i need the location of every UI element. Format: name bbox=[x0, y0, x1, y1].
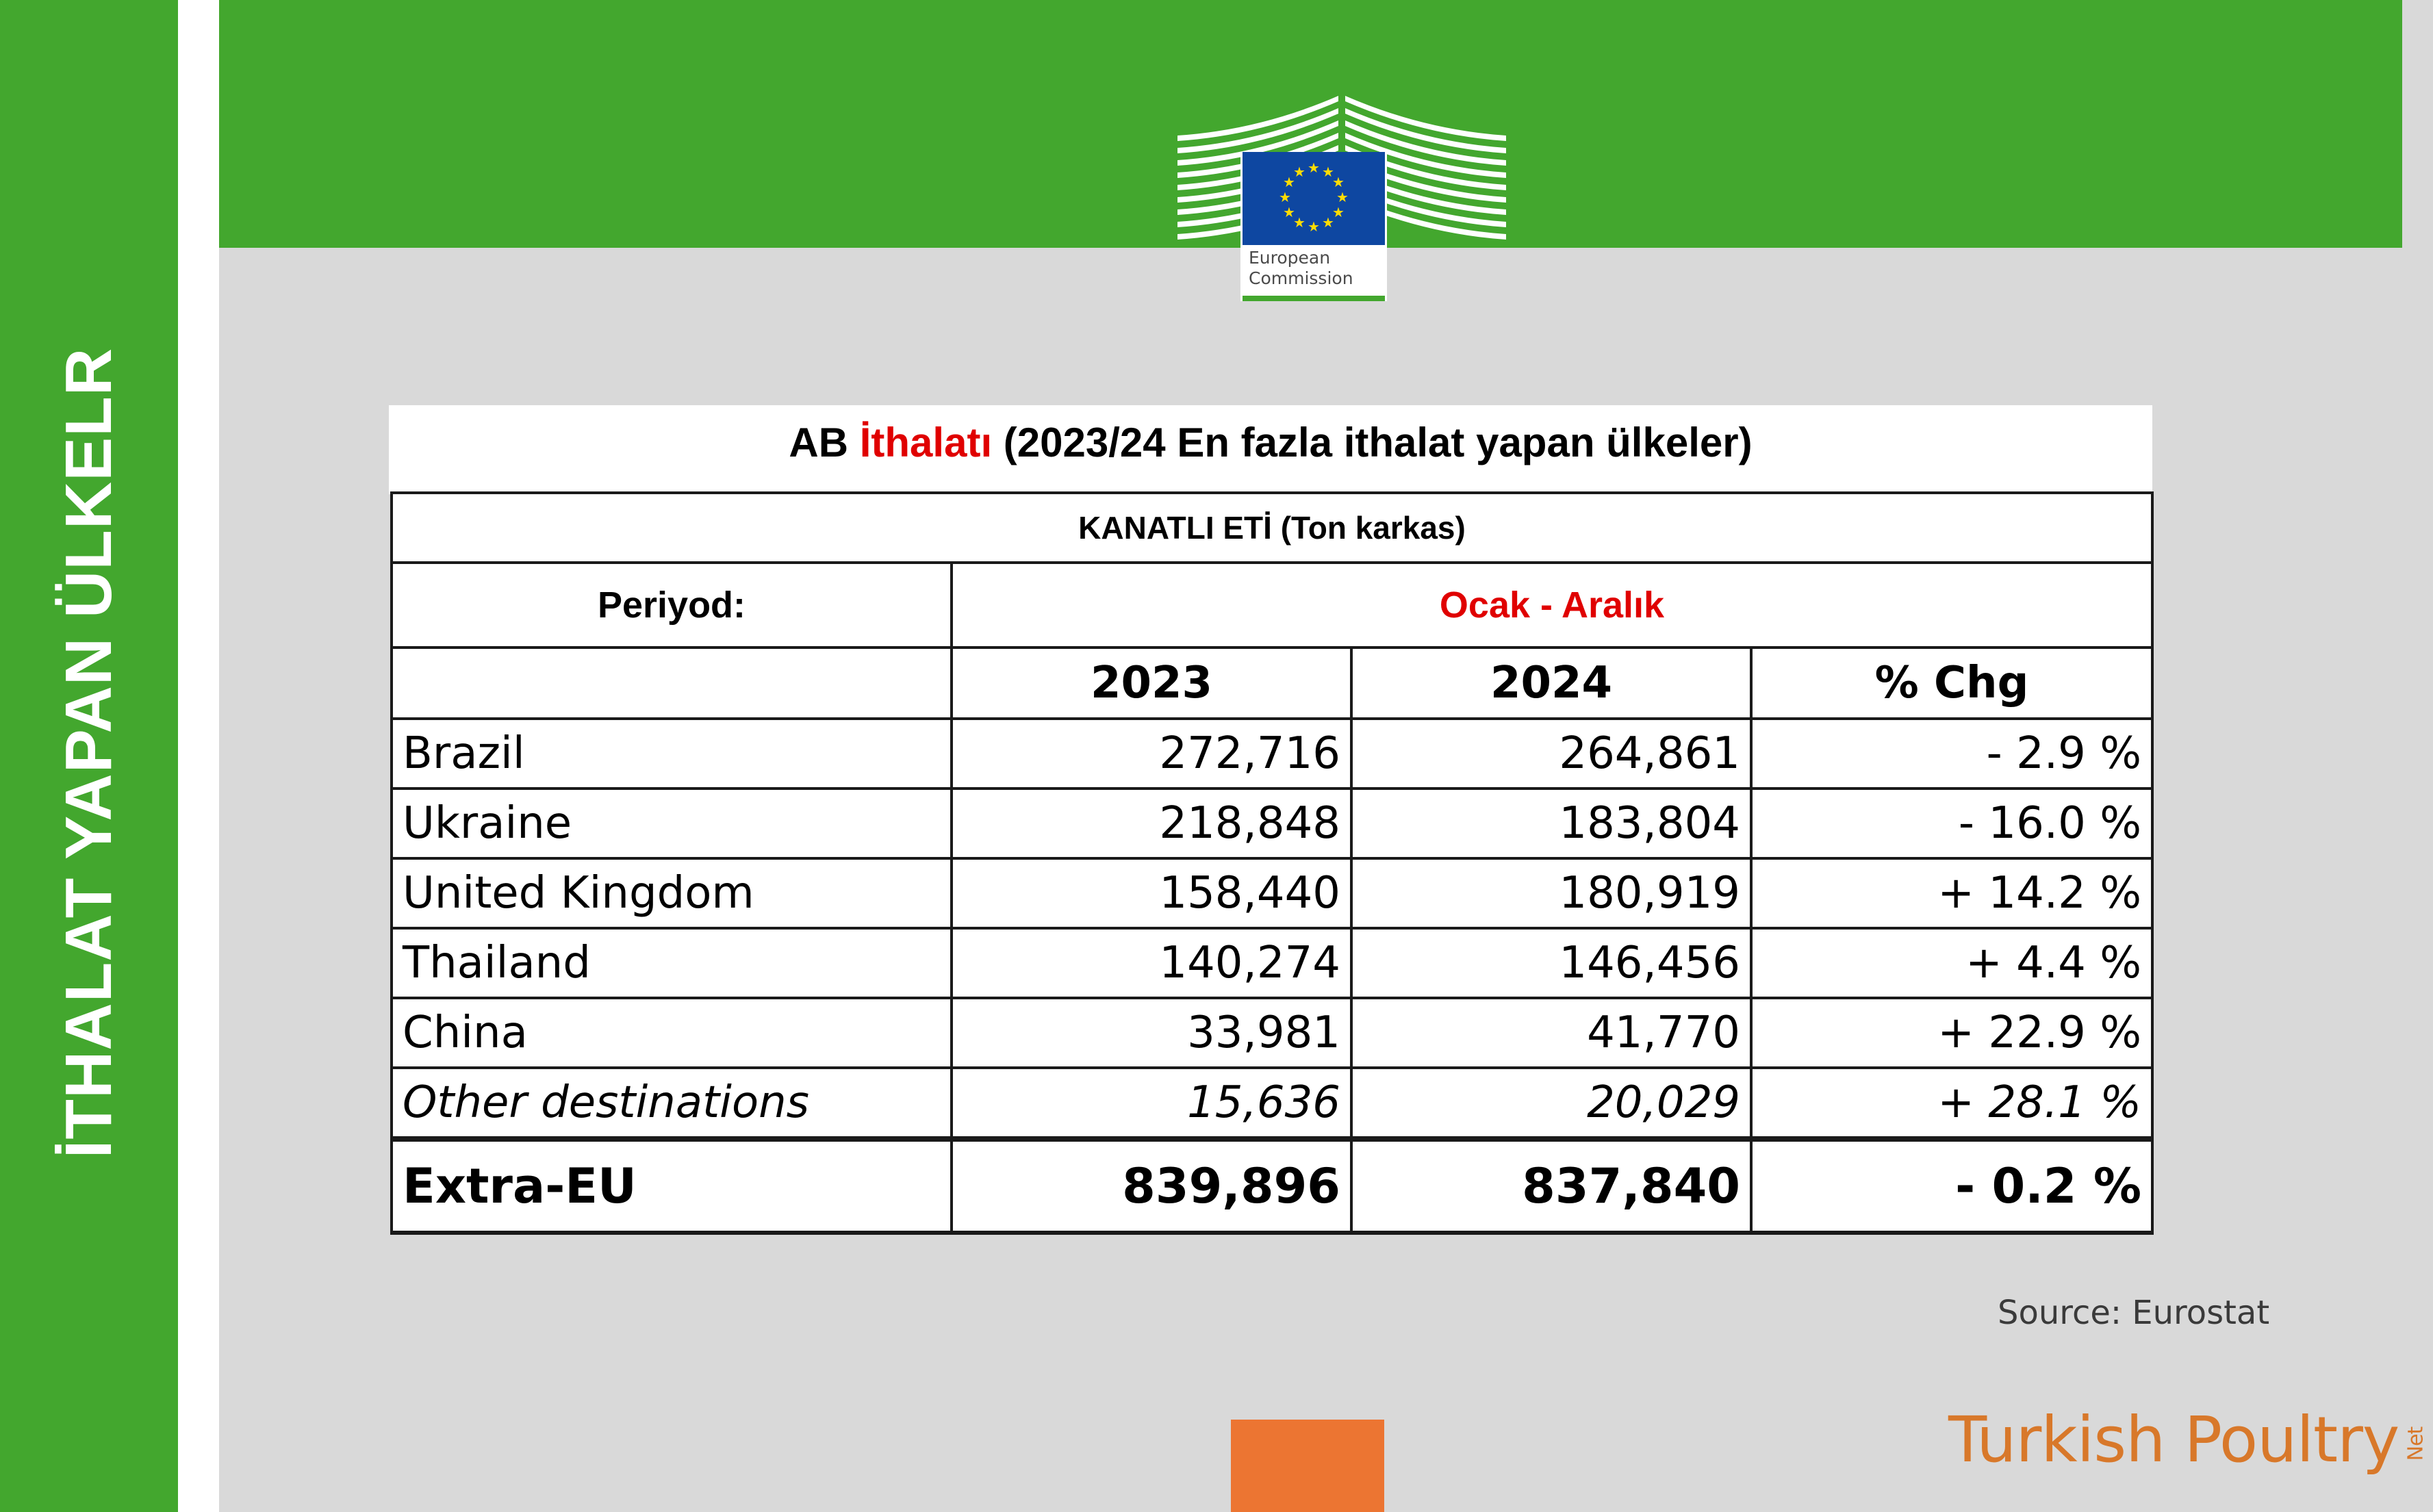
turkish-poultry-logo bbox=[1948, 1403, 2433, 1476]
country-cell: Other destinations bbox=[392, 1068, 952, 1139]
value-2024-cell: 180,919 bbox=[1351, 858, 1751, 928]
change-cell: + 28.1 % bbox=[1751, 1068, 2152, 1139]
svg-text:★: ★ bbox=[1283, 174, 1295, 190]
country-cell: United Kingdom bbox=[392, 858, 952, 928]
imports-table bbox=[390, 491, 2154, 1235]
svg-text:★: ★ bbox=[1308, 159, 1320, 176]
value-2023-cell: 272,716 bbox=[952, 719, 1351, 789]
period-row bbox=[392, 563, 2152, 648]
logo-text-line1: European bbox=[1249, 248, 1331, 268]
table-row bbox=[392, 789, 2152, 858]
import-table-panel bbox=[389, 405, 2152, 1254]
change-cell: - 2.9 % bbox=[1751, 719, 2152, 789]
svg-text:★: ★ bbox=[1336, 189, 1349, 205]
period-label: Periyod: bbox=[392, 563, 952, 648]
column-header-empty bbox=[392, 648, 952, 719]
table-row bbox=[392, 1068, 2152, 1139]
country-cell: Thailand bbox=[392, 928, 952, 998]
change-cell: + 22.9 % bbox=[1751, 998, 2152, 1068]
svg-text:★: ★ bbox=[1322, 164, 1334, 180]
brand-name: Turkish Poultry bbox=[1948, 1403, 2399, 1476]
value-2024-cell: 183,804 bbox=[1351, 789, 1751, 858]
column-header-2024: 2024 bbox=[1351, 648, 1751, 719]
table-row bbox=[392, 858, 2152, 928]
change-cell: + 4.4 % bbox=[1751, 928, 2152, 998]
table-subtitle-row bbox=[392, 493, 2152, 563]
brand-suffix: Net bbox=[2404, 1426, 2428, 1461]
european-commission-logo bbox=[1240, 152, 1387, 301]
title-highlight: İthalatı bbox=[859, 420, 993, 465]
title-suffix: (2023/24 En fazla ithalat yapan ülkeler) bbox=[992, 420, 1753, 465]
table-row bbox=[392, 928, 2152, 998]
svg-text:★: ★ bbox=[1308, 218, 1320, 235]
total-label: Extra-EU bbox=[392, 1139, 952, 1233]
value-2023-cell: 15,636 bbox=[952, 1068, 1351, 1139]
change-cell: - 16.0 % bbox=[1751, 789, 2152, 858]
value-2024-cell: 146,456 bbox=[1351, 928, 1751, 998]
period-value: Ocak - Aralık bbox=[952, 563, 2152, 648]
value-2023-cell: 33,981 bbox=[952, 998, 1351, 1068]
svg-text:★: ★ bbox=[1283, 204, 1295, 220]
panel-header bbox=[389, 405, 2152, 494]
value-2023-cell: 140,274 bbox=[952, 928, 1351, 998]
svg-text:★: ★ bbox=[1322, 214, 1334, 231]
logo-text-line2: Commission bbox=[1249, 268, 1353, 288]
svg-text:★: ★ bbox=[1293, 164, 1305, 180]
panel-title bbox=[389, 419, 2152, 466]
value-2023-cell: 218,848 bbox=[952, 789, 1351, 858]
logo-text bbox=[1249, 248, 1353, 289]
column-header-2023: 2023 bbox=[952, 648, 1351, 719]
svg-text:★: ★ bbox=[1293, 214, 1305, 231]
sidebar-divider bbox=[178, 0, 219, 1512]
country-cell: Brazil bbox=[392, 719, 952, 789]
change-cell: + 14.2 % bbox=[1751, 858, 2152, 928]
country-cell: Ukraine bbox=[392, 789, 952, 858]
value-2024-cell: 20,029 bbox=[1351, 1068, 1751, 1139]
value-2024-cell: 41,770 bbox=[1351, 998, 1751, 1068]
orange-accent-block bbox=[1231, 1420, 1384, 1512]
total-row bbox=[392, 1139, 2152, 1233]
total-change-cell: - 0.2 % bbox=[1751, 1139, 2152, 1233]
column-header-row bbox=[392, 648, 2152, 719]
table-row bbox=[392, 719, 2152, 789]
eu-flag-icon bbox=[1243, 152, 1385, 245]
svg-text:★: ★ bbox=[1332, 204, 1345, 220]
total-2023-cell: 839,896 bbox=[952, 1139, 1351, 1233]
value-2023-cell: 158,440 bbox=[952, 858, 1351, 928]
logo-underline bbox=[1243, 296, 1385, 301]
value-2024-cell: 264,861 bbox=[1351, 719, 1751, 789]
total-2024-cell: 837,840 bbox=[1351, 1139, 1751, 1233]
table-subtitle: KANATLI ETİ (Ton karkas) bbox=[392, 493, 2152, 563]
country-cell: China bbox=[392, 998, 952, 1068]
table-row bbox=[392, 998, 2152, 1068]
title-prefix: AB bbox=[789, 420, 860, 465]
source-note: Source: Eurostat bbox=[1998, 1294, 2270, 1332]
side-title: İTHALAT YAPAN ÜLKELR bbox=[52, 347, 125, 1159]
svg-text:★: ★ bbox=[1332, 174, 1345, 190]
svg-text:★: ★ bbox=[1279, 189, 1291, 205]
column-header-chg: % Chg bbox=[1751, 648, 2152, 719]
